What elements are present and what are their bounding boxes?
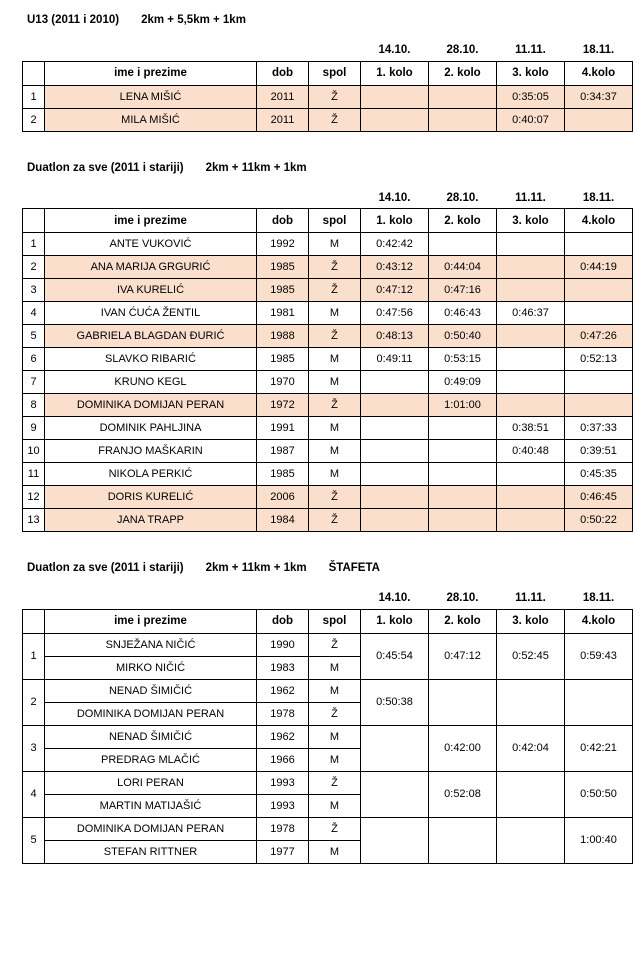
result-round3 [497,679,565,725]
result-round2: 0:49:09 [429,371,497,394]
row-index: 5 [23,325,45,348]
table-stafeta [22,588,633,864]
team-index: 1 [23,633,45,679]
date-header: 11.11. [515,44,546,57]
table-row [23,486,633,509]
result-round1 [361,509,429,532]
team-index: 4 [23,771,45,817]
column-header-spol: spol [309,209,361,233]
athlete-name: SLAVKO RIBARIĆ [45,348,257,371]
result-round1 [361,440,429,463]
date-header: 14.10. [378,44,411,57]
result-round4 [565,302,633,325]
section-spacer-2 [0,532,643,562]
result-round4 [565,279,633,302]
result-round3 [497,256,565,279]
result-round3 [497,394,565,417]
table-duatlon [22,188,633,533]
row-index: 1 [23,233,45,256]
result-round4 [565,679,633,725]
result-round1: 0:47:56 [361,302,429,325]
section-stafeta-title-main: Duatlon za sve (2011 i stariji) [27,562,184,574]
athlete-spol: M [309,725,361,748]
column-header-dob: dob [257,609,309,633]
column-header-round2: 2. kolo [429,209,497,233]
athlete-dob: 1992 [257,233,309,256]
result-round2: 0:46:43 [429,302,497,325]
athlete-spol: Ž [309,817,361,840]
athlete-dob: 1993 [257,771,309,794]
table-stafeta-header-row [23,609,633,633]
result-round1: 0:47:12 [361,279,429,302]
athlete-dob: 1970 [257,371,309,394]
column-header-name: ime i prezime [45,609,257,633]
result-round4: 1:00:40 [565,817,633,863]
date-header: 18.11. [582,191,615,204]
date-header: 28.10. [446,191,479,204]
athlete-spol: M [309,679,361,702]
column-header-round4: 4.kolo [565,209,633,233]
column-header-spol: spol [309,61,361,85]
result-round1 [361,417,429,440]
section-u13-title-sub: 2km + 5,5km + 1km [141,14,246,26]
athlete-dob: 1988 [257,325,309,348]
result-round4: 0:45:35 [565,463,633,486]
athlete-name: MIRKO NIČIĆ [45,656,257,679]
result-round2 [429,440,497,463]
result-round1 [361,85,429,108]
athlete-spol: M [309,417,361,440]
result-round2: 0:52:08 [429,771,497,817]
result-round4: 0:42:21 [565,725,633,771]
section-duatlon-title [0,162,643,174]
column-header-round1: 1. kolo [361,209,429,233]
column-header-round4: 4.kolo [565,609,633,633]
result-round2 [429,108,497,131]
athlete-spol: M [309,371,361,394]
result-round1: 0:49:11 [361,348,429,371]
result-round2 [429,233,497,256]
section-stafeta-title-extra: ŠTAFETA [328,562,380,574]
result-round3: 0:46:37 [497,302,565,325]
result-round2 [429,85,497,108]
athlete-dob: 1985 [257,279,309,302]
section-duatlon-title-sub: 2km + 11km + 1km [205,161,307,174]
athlete-name: MILA MIŠIĆ [45,108,257,131]
result-round4: 0:50:50 [565,771,633,817]
date-header: 18.11. [582,592,615,605]
result-round3 [497,279,565,302]
result-round3 [497,771,565,817]
table-row [23,302,633,325]
table-row [23,348,633,371]
result-round2: 0:47:12 [429,633,497,679]
athlete-spol: M [309,794,361,817]
result-round1 [361,486,429,509]
row-index: 8 [23,394,45,417]
date-header: 14.10. [378,191,411,204]
column-header-round2: 2. kolo [429,609,497,633]
table-row [23,417,633,440]
row-index: 3 [23,279,45,302]
athlete-spol: M [309,302,361,325]
result-round1: 0:50:38 [361,679,429,725]
athlete-name: DORIS KURELIĆ [45,486,257,509]
result-round4: 0:46:45 [565,486,633,509]
athlete-dob: 1962 [257,679,309,702]
row-index: 4 [23,302,45,325]
section-u13-title [0,14,643,26]
table-stafeta-dates-row [23,588,633,609]
result-round4: 0:59:43 [565,633,633,679]
result-round4 [565,371,633,394]
result-round4: 0:47:26 [565,325,633,348]
result-round3 [497,463,565,486]
athlete-spol: Ž [309,256,361,279]
result-round4 [565,108,633,131]
result-round1 [361,108,429,131]
athlete-spol: M [309,656,361,679]
result-round1: 0:45:54 [361,633,429,679]
athlete-name: KRUNO KEGL [45,371,257,394]
row-index: 12 [23,486,45,509]
result-round4: 0:39:51 [565,440,633,463]
result-round3: 0:42:04 [497,725,565,771]
athlete-dob: 1962 [257,725,309,748]
date-header: 11.11. [515,592,546,605]
table-u13 [22,40,633,132]
result-round3: 0:35:05 [497,85,565,108]
result-round2: 0:44:04 [429,256,497,279]
result-round4: 0:44:19 [565,256,633,279]
result-round1 [361,394,429,417]
column-header-round1: 1. kolo [361,609,429,633]
athlete-name: IVAN ĆUĆA ŽENTIL [45,302,257,325]
result-round3 [497,509,565,532]
athlete-name: ANTE VUKOVIĆ [45,233,257,256]
athlete-name: DOMINIKA DOMIJAN PERAN [45,817,257,840]
team-index: 5 [23,817,45,863]
column-header-round3: 3. kolo [497,609,565,633]
athlete-spol: Ž [309,108,361,131]
athlete-dob: 2006 [257,486,309,509]
date-header: 18.11. [582,44,615,57]
result-round4 [565,233,633,256]
section-u13 [0,14,643,132]
table-row [23,325,633,348]
athlete-name: FRANJO MAŠKARIN [45,440,257,463]
column-header-dob: dob [257,209,309,233]
athlete-name: LORI PERAN [45,771,257,794]
result-round4: 0:37:33 [565,417,633,440]
result-round4 [565,394,633,417]
result-round1 [361,817,429,863]
row-index: 7 [23,371,45,394]
athlete-name: GABRIELA BLAGDAN ĐURIĆ [45,325,257,348]
athlete-name: LENA MIŠIĆ [45,85,257,108]
athlete-name: IVA KURELIĆ [45,279,257,302]
section-spacer [0,132,643,162]
result-round3 [497,486,565,509]
athlete-spol: M [309,463,361,486]
result-round4: 0:50:22 [565,509,633,532]
section-stafeta [0,562,643,864]
athlete-name: SNJEŽANA NIČIĆ [45,633,257,656]
table-row [23,633,633,656]
athlete-name: JANA TRAPP [45,509,257,532]
athlete-name: ANA MARIJA GRGURIĆ [45,256,257,279]
row-index: 1 [23,85,45,108]
result-round2 [429,509,497,532]
result-round3 [497,325,565,348]
result-round2 [429,486,497,509]
section-duatlon [0,162,643,533]
athlete-spol: Ž [309,325,361,348]
athlete-dob: 1983 [257,656,309,679]
date-header: 11.11. [515,191,546,204]
result-round1: 0:43:12 [361,256,429,279]
athlete-dob: 1985 [257,348,309,371]
result-round4: 0:52:13 [565,348,633,371]
column-header-name: ime i prezime [45,61,257,85]
result-round3 [497,817,565,863]
column-header-round2: 2. kolo [429,61,497,85]
athlete-dob: 1985 [257,463,309,486]
athlete-spol: M [309,233,361,256]
result-round1 [361,463,429,486]
athlete-dob: 1987 [257,440,309,463]
table-row [23,85,633,108]
athlete-spol: M [309,840,361,863]
column-header-round1: 1. kolo [361,61,429,85]
athlete-spol: Ž [309,486,361,509]
result-round2 [429,417,497,440]
result-round3 [497,348,565,371]
table-row [23,440,633,463]
table-row [23,371,633,394]
athlete-dob: 1966 [257,748,309,771]
athlete-name: MARTIN MATIJAŠIĆ [45,794,257,817]
row-index: 6 [23,348,45,371]
result-round1 [361,371,429,394]
result-round1: 0:42:42 [361,233,429,256]
athlete-spol: Ž [309,85,361,108]
column-header-round4: 4.kolo [565,61,633,85]
athlete-dob: 1978 [257,702,309,725]
result-round3: 0:38:51 [497,417,565,440]
section-duatlon-title-main: Duatlon za sve (2011 i stariji) [27,161,184,174]
athlete-dob: 1984 [257,509,309,532]
athlete-name: PREDRAG MLAČIĆ [45,748,257,771]
athlete-name: DOMINIK PAHLJINA [45,417,257,440]
row-index: 11 [23,463,45,486]
result-round2: 0:42:00 [429,725,497,771]
result-round2: 0:53:15 [429,348,497,371]
athlete-spol: M [309,748,361,771]
athlete-name: DOMINIKA DOMIJAN PERAN [45,702,257,725]
table-row [23,771,633,794]
athlete-dob: 1991 [257,417,309,440]
athlete-spol: Ž [309,702,361,725]
section-u13-title-main: U13 (2011 i 2010) [27,14,120,26]
table-row [23,279,633,302]
athlete-dob: 1981 [257,302,309,325]
result-round2 [429,463,497,486]
athlete-spol: M [309,440,361,463]
date-header: 28.10. [446,44,479,57]
athlete-spol: Ž [309,279,361,302]
table-row [23,233,633,256]
athlete-dob: 1993 [257,794,309,817]
result-round2: 1:01:00 [429,394,497,417]
table-u13-dates-row [23,40,633,61]
athlete-dob: 1977 [257,840,309,863]
result-round2 [429,679,497,725]
table-u13-header-row [23,61,633,85]
athlete-spol: M [309,348,361,371]
result-round3: 0:40:07 [497,108,565,131]
column-header-round3: 3. kolo [497,209,565,233]
athlete-spol: Ž [309,633,361,656]
result-round3: 0:52:45 [497,633,565,679]
row-index: 10 [23,440,45,463]
athlete-name: NENAD ŠIMIČIĆ [45,725,257,748]
table-row [23,725,633,748]
athlete-dob: 1990 [257,633,309,656]
column-header-spol: spol [309,609,361,633]
column-header-name: ime i prezime [45,209,257,233]
table-row [23,509,633,532]
row-index: 2 [23,256,45,279]
athlete-name: STEFAN RITTNER [45,840,257,863]
athlete-dob: 1985 [257,256,309,279]
result-round2: 0:47:16 [429,279,497,302]
result-round1 [361,725,429,771]
athlete-name: DOMINIKA DOMIJAN PERAN [45,394,257,417]
row-index: 9 [23,417,45,440]
team-index: 3 [23,725,45,771]
athlete-spol: Ž [309,509,361,532]
section-stafeta-title-sub: 2km + 11km + 1km [205,562,307,574]
athlete-spol: Ž [309,771,361,794]
table-row [23,679,633,702]
athlete-spol: Ž [309,394,361,417]
athlete-name: NIKOLA PERKIĆ [45,463,257,486]
table-row [23,394,633,417]
athlete-dob: 2011 [257,85,309,108]
result-round1: 0:48:13 [361,325,429,348]
date-header: 14.10. [378,592,411,605]
table-row [23,463,633,486]
result-round1 [361,771,429,817]
result-round3 [497,233,565,256]
table-row [23,817,633,840]
column-header-dob: dob [257,61,309,85]
athlete-name: NENAD ŠIMIČIĆ [45,679,257,702]
result-round2 [429,817,497,863]
result-round3: 0:40:48 [497,440,565,463]
table-duatlon-header-row [23,209,633,233]
result-round3 [497,371,565,394]
row-index: 2 [23,108,45,131]
result-round2: 0:50:40 [429,325,497,348]
athlete-dob: 2011 [257,108,309,131]
table-row [23,108,633,131]
table-row [23,256,633,279]
row-index: 13 [23,509,45,532]
date-header: 28.10. [446,592,479,605]
result-round4: 0:34:37 [565,85,633,108]
section-stafeta-title [0,562,643,574]
column-header-round3: 3. kolo [497,61,565,85]
athlete-dob: 1978 [257,817,309,840]
team-index: 2 [23,679,45,725]
top-spacer [0,0,643,14]
table-duatlon-dates-row [23,188,633,209]
athlete-dob: 1972 [257,394,309,417]
